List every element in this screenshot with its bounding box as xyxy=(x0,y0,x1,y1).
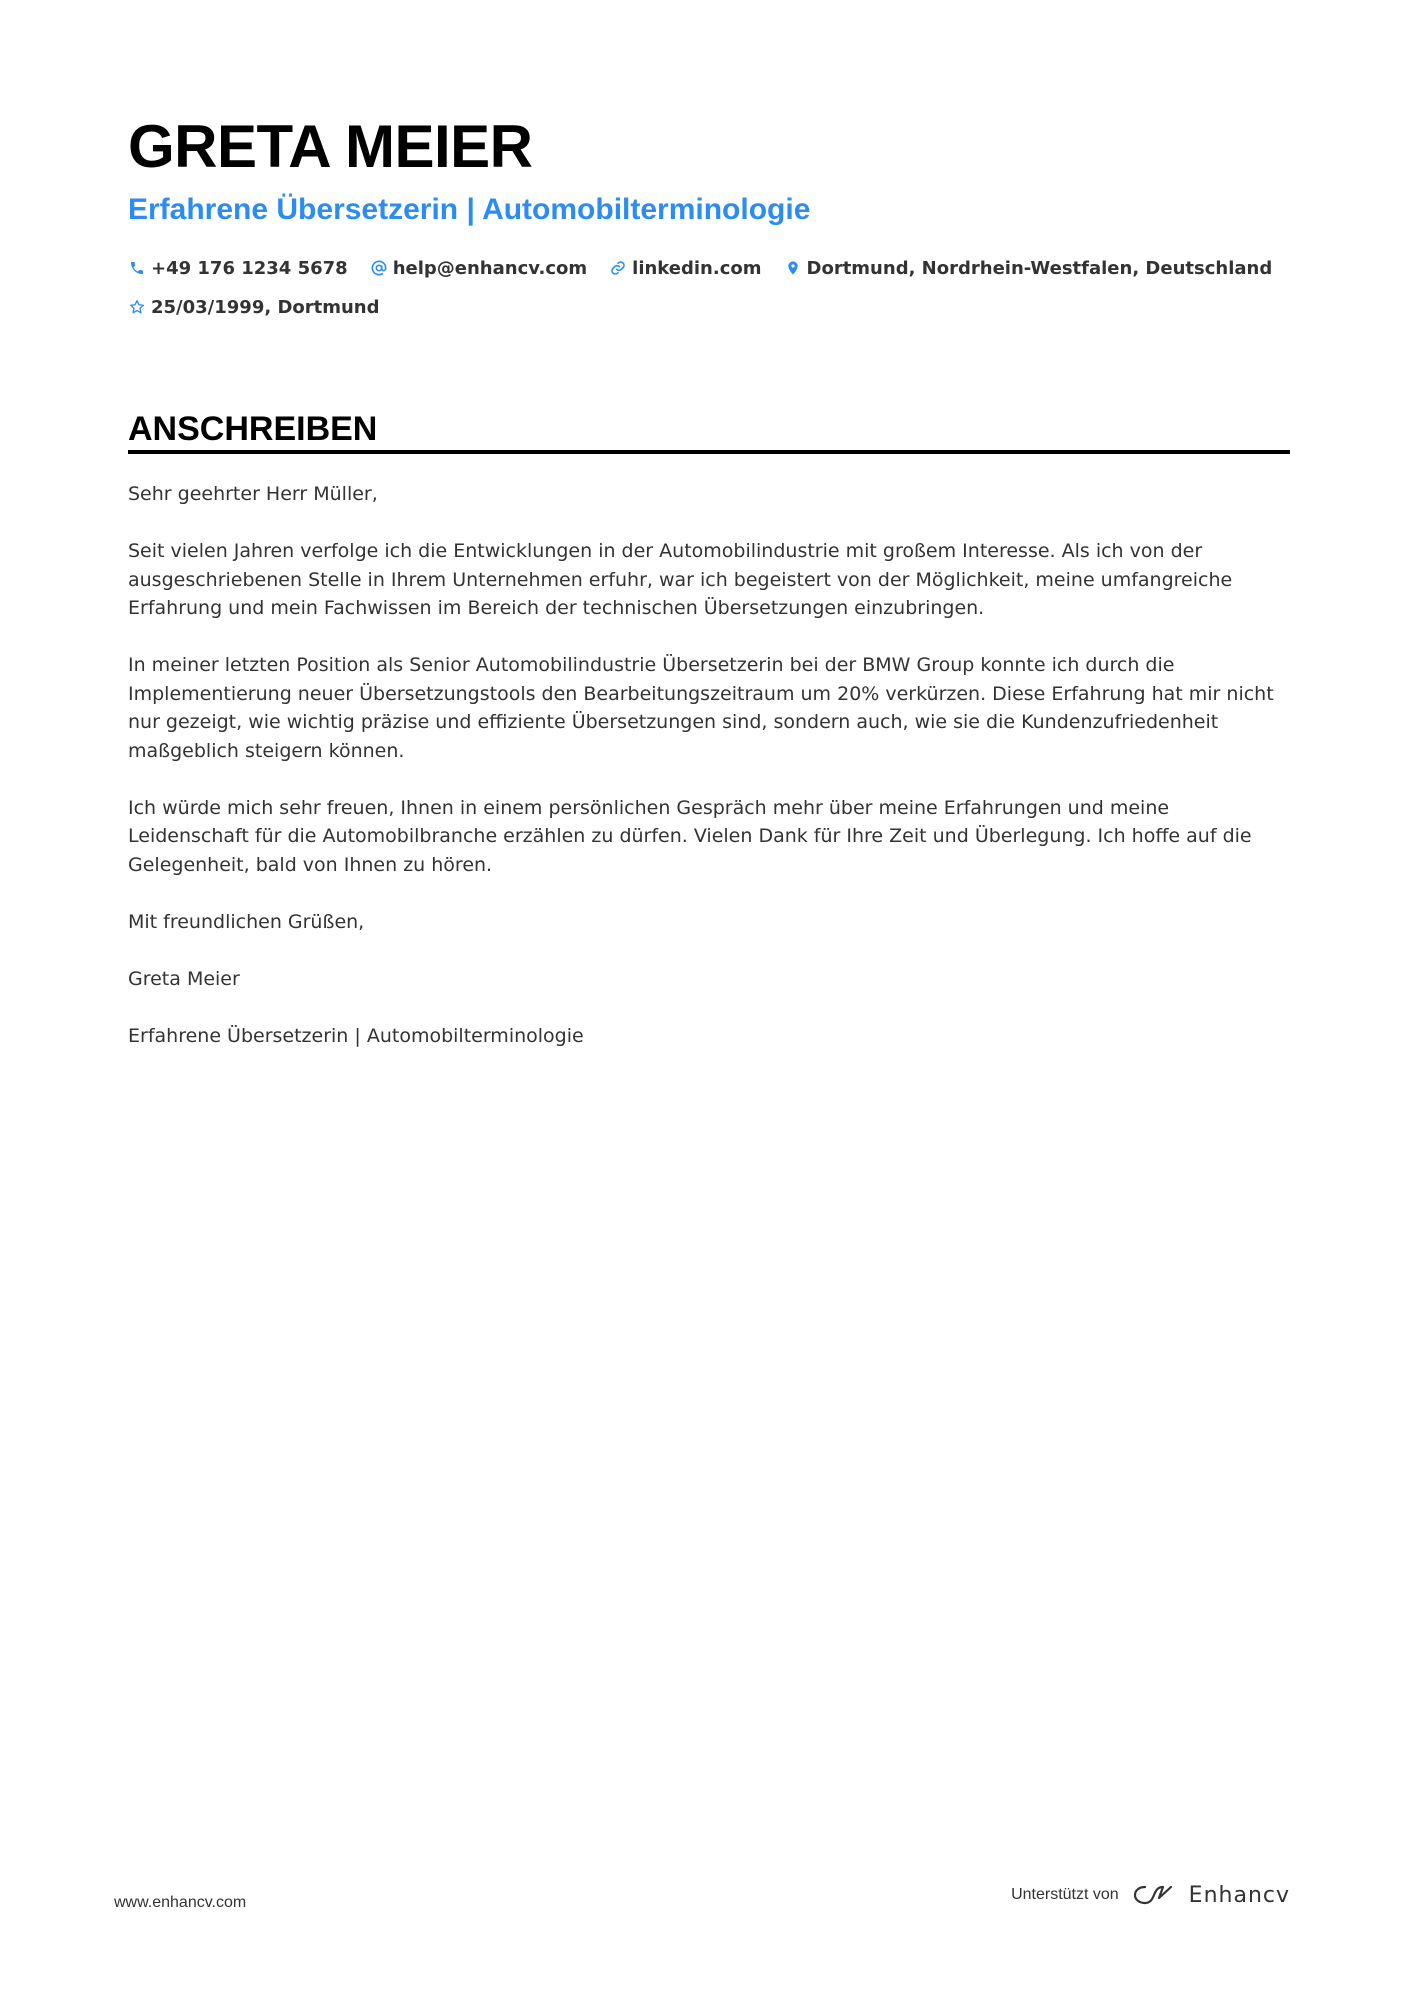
powered-by-label: Unterstützt von xyxy=(1011,1886,1119,1903)
letter-paragraph: Ich würde mich sehr freuen, Ihnen in einem persönlichen Gespräch mehr über meine Erfahrungen und meine Leidenschaft für die Automobilbranche erzählen zu dürfen. Vielen Dank für Ihre Zeit und Überlegung. Ich hoffe auf die Gelegenheit, bald von Ihnen zu hören. xyxy=(128,796,1252,876)
location-pin-icon xyxy=(784,259,802,277)
letter-signature-name: Greta Meier xyxy=(128,967,240,990)
phone-icon xyxy=(128,259,146,277)
star-icon xyxy=(128,298,146,316)
letter-salutation: Sehr geehrter Herr Müller, xyxy=(128,483,378,505)
footer-website-link[interactable]: www.enhancv.com xyxy=(114,1894,247,1911)
link-icon xyxy=(609,259,627,277)
contact-birth-text: 25/03/1999, Dortmund xyxy=(151,296,380,318)
contact-link-text: linkedin.com xyxy=(632,257,762,279)
footer-branding[interactable] xyxy=(1011,1882,1290,1908)
candidate-name: GRETA MEIER xyxy=(128,113,533,180)
letter-body xyxy=(128,480,1290,1079)
contact-phone[interactable] xyxy=(128,258,348,279)
brand-name: Enhancv xyxy=(1188,1882,1290,1908)
contact-link[interactable] xyxy=(609,258,761,279)
letter-closing: Mit freundlichen Grüßen, xyxy=(128,910,365,933)
contact-email[interactable] xyxy=(370,258,587,279)
contact-info xyxy=(128,254,1290,332)
letter-signature-title: Erfahrene Übersetzerin | Automobilterminologie xyxy=(128,1024,584,1047)
letter-paragraph: In meiner letzten Position als Senior Automobilindustrie Übersetzerin bei der BMW Group konnte ich durch die Implementierung neuer Übersetzungstools den Bearbeitungszeitraum um 20% verkürzen. Diese Erfahrung hat mir nicht nur gezeigt, wie wichtig präzise und effiziente Übersetzungen sind, sondern auch, wie sie die Kundenzufriedenheit maßgeblich steigern können. xyxy=(128,654,1274,762)
contact-row-2 xyxy=(128,293,1290,321)
candidate-headline: Erfahrene Übersetzerin | Automobilterminologie xyxy=(128,193,811,226)
contact-location-text: Dortmund, Nordrhein-Westfalen, Deutschland xyxy=(806,257,1273,279)
contact-row-1 xyxy=(128,254,1290,282)
contact-phone-text: +49 176 1234 5678 xyxy=(151,257,348,279)
at-icon xyxy=(370,259,388,277)
letter-paragraph: Seit vielen Jahren verfolge ich die Entwicklungen in der Automobilindustrie mit großem Interesse. Als ich von der ausgeschriebenen Stelle in Ihrem Unternehmen erfuhr, war ich begeistert von der Möglichkeit, meine umfangreiche Erfahrung und mein Fachwissen im Bereich der technischen Übersetzungen einzubringen. xyxy=(128,540,1233,619)
section-title: ANSCHREIBEN xyxy=(128,410,378,448)
contact-birth xyxy=(128,297,380,318)
contact-location xyxy=(784,258,1273,279)
section-divider xyxy=(128,450,1290,454)
enhancv-logo-icon xyxy=(1131,1882,1177,1908)
contact-email-text: help@enhancv.com xyxy=(392,257,588,279)
